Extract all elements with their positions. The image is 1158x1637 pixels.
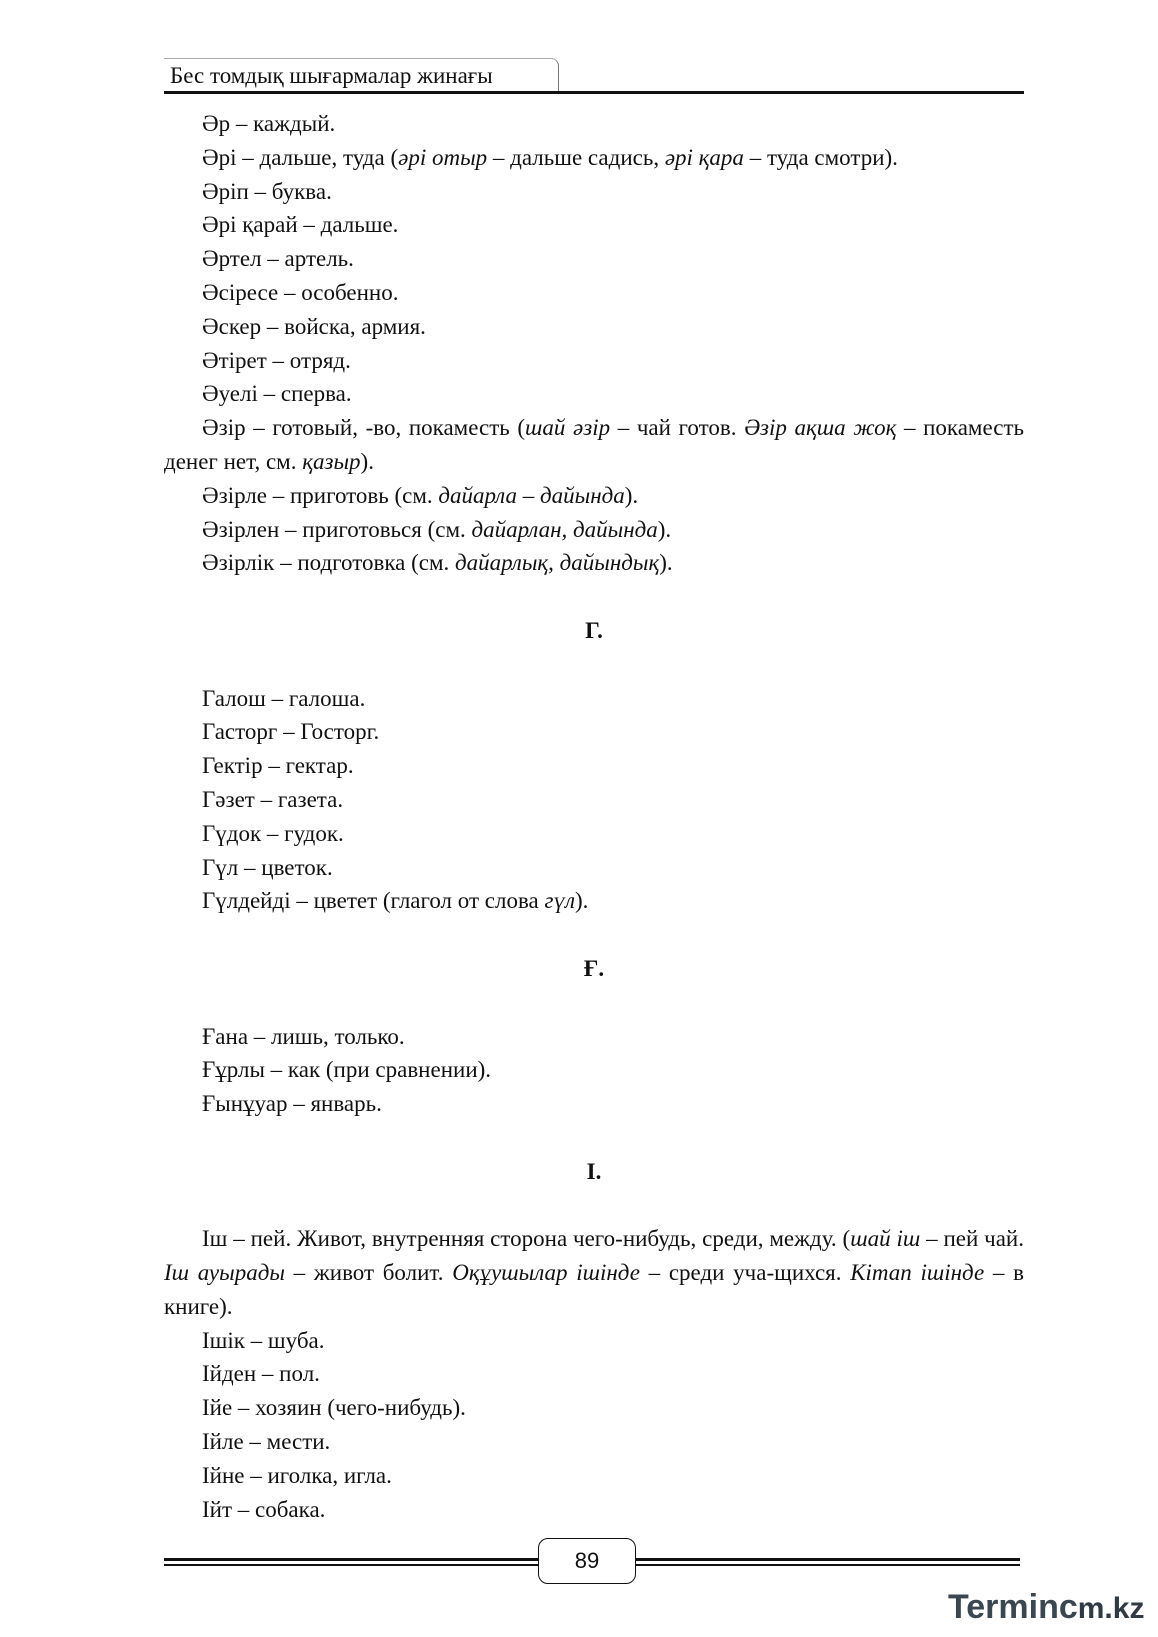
dictionary-entry [164, 242, 1024, 276]
entry-text: Әтірет – отряд. [202, 347, 351, 373]
entry-text: Әсіресе – особенно. [202, 279, 399, 305]
entry-example: дайарла – дайында [438, 482, 625, 508]
entry-text: ). [657, 516, 672, 542]
entry-text: Әрі – дальше, туда ( [202, 144, 399, 170]
dictionary-entry [164, 310, 1024, 344]
book-title: Бес томдық шығармалар жинағы [170, 63, 493, 88]
section-i-entries [164, 1222, 1024, 1526]
entry-text: Ійе – хозяин (чего-нибудь). [202, 1395, 466, 1421]
entry-text: Іш – пей. Живот, внутренняя сторона чего-нибудь, среди, между. ( [202, 1226, 851, 1252]
entry-text: Ійден – пол. [202, 1361, 320, 1387]
page-footer [164, 1538, 1020, 1588]
entry-text: Гүл – цветок. [202, 854, 333, 880]
entry-example: қазыр [302, 448, 361, 474]
entry-text: – покаместь денег нет, см. [164, 415, 1025, 474]
entry-text: – туда смотри). [743, 144, 898, 170]
dictionary-body [164, 107, 1024, 1526]
entry-text: Әуелі – сперва. [202, 381, 352, 407]
site-watermark [948, 1588, 1148, 1628]
spacer [164, 648, 1024, 682]
entry-example: шай әзір [525, 415, 611, 441]
entry-example: әрі отыр [398, 144, 488, 170]
section-ae-entries [164, 107, 1024, 580]
section-gh-entries [164, 1020, 1024, 1121]
section-heading-g: Г. [585, 617, 603, 643]
entry-text: – среди уча-щихся. [639, 1260, 851, 1286]
watermark-text: Terminc [948, 1588, 1078, 1626]
entry-text: Әскер – войска, армия. [202, 313, 426, 339]
entry-example: Іш ауырады [164, 1260, 285, 1286]
entry-text: Гасторг – Госторг. [202, 719, 380, 745]
section-g-entries [164, 682, 1024, 919]
dictionary-entry [164, 817, 1024, 851]
dictionary-entry [164, 682, 1024, 716]
entry-text: Гүдок – гудок. [202, 820, 344, 846]
entry-text: Ійт – собака. [202, 1496, 326, 1522]
dictionary-entry [164, 1053, 1024, 1087]
entry-text: – живот болит. [284, 1260, 453, 1286]
page-number: 89 [538, 1538, 636, 1584]
dictionary-entry [164, 1391, 1024, 1425]
dictionary-entry [164, 1493, 1024, 1527]
dictionary-entry [164, 749, 1024, 783]
running-header [164, 58, 1024, 94]
entry-text: – в книге). [164, 1260, 1024, 1319]
entry-text: ). [360, 448, 374, 474]
dictionary-entry [164, 851, 1024, 885]
entry-text: ). [624, 482, 639, 508]
entry-text: Әзірле – приготовь (см. [202, 482, 439, 508]
dictionary-entry [164, 1020, 1024, 1054]
entry-example: шай іш [850, 1226, 921, 1252]
entry-example: Кітап ішінде [850, 1260, 985, 1286]
dictionary-entry [164, 208, 1024, 242]
spacer [164, 918, 1024, 952]
dictionary-entry [164, 715, 1024, 749]
entry-text: Әзірлен – приготовься (см. [202, 516, 472, 542]
entry-example: дайарлық, дайындық [455, 550, 660, 576]
entry-text: Әзір – готовый, -во, покаместь ( [202, 415, 526, 441]
entry-text: Гүлдейді – цветет (глагол от слова [202, 888, 545, 914]
dictionary-entry [164, 377, 1024, 411]
entry-text: Ішік – шуба. [202, 1327, 325, 1353]
dictionary-entry [164, 479, 1024, 513]
dictionary-entry [164, 884, 1024, 918]
dictionary-entry [164, 276, 1024, 310]
entry-text: Әріп – буква. [202, 178, 332, 204]
entry-example: әрі қара [664, 144, 744, 170]
section-heading-i: І. [586, 1158, 602, 1184]
entry-text: Әзірлік – подготовка (см. [202, 550, 456, 576]
watermark-text-domain: m.kz [1077, 1592, 1145, 1625]
entry-example: гүл [544, 888, 575, 914]
entry-text: Ғана – лишь, только. [202, 1023, 405, 1049]
dictionary-entry [164, 1087, 1024, 1121]
dictionary-entry [164, 344, 1024, 378]
dictionary-entry [164, 513, 1024, 547]
entry-text: ). [575, 888, 589, 914]
dictionary-entry [164, 141, 1024, 175]
entry-text: Ғынұуар – январь. [202, 1091, 382, 1117]
dictionary-entry [164, 1324, 1024, 1358]
dictionary-entry [164, 1459, 1024, 1493]
entry-text: Ғұрлы – как (при сравнении). [202, 1057, 492, 1083]
entry-example: Оқұушылар ішінде [452, 1260, 640, 1286]
entry-text: Галош – галоша. [202, 685, 366, 711]
header-rule [164, 91, 1024, 94]
entry-example: Әзір ақша жоқ [744, 415, 897, 441]
dictionary-entry [164, 175, 1024, 209]
entry-text: Гектір – гектар. [202, 753, 354, 779]
entry-text: ). [659, 550, 673, 576]
entry-text: Ійне – иголка, игла. [202, 1462, 392, 1488]
spacer [164, 1121, 1024, 1155]
spacer [164, 986, 1024, 1020]
dictionary-entry [164, 1357, 1024, 1391]
section-heading-gh: Ғ. [583, 955, 605, 981]
spacer [164, 580, 1024, 614]
dictionary-entry [164, 411, 1024, 479]
spacer [164, 1189, 1024, 1223]
entry-text: Ійле – мести. [202, 1429, 331, 1455]
dictionary-entry [164, 1222, 1024, 1323]
entry-text: Гәзет – газета. [202, 786, 344, 812]
entry-text: Әр – каждый. [202, 111, 336, 136]
entry-text: Әрі қарай – дальше. [202, 212, 399, 238]
entry-text: – пей чай. [920, 1226, 1024, 1252]
entry-text: Әртел – артель. [202, 246, 354, 272]
entry-example: дайарлан, дайында [471, 516, 658, 542]
entry-text: – дальше садись, [487, 144, 665, 170]
dictionary-entry [164, 1425, 1024, 1459]
dictionary-entry [164, 107, 1024, 141]
dictionary-entry [164, 783, 1024, 817]
entry-text: – чай готов. [610, 415, 745, 441]
dictionary-entry [164, 546, 1024, 580]
